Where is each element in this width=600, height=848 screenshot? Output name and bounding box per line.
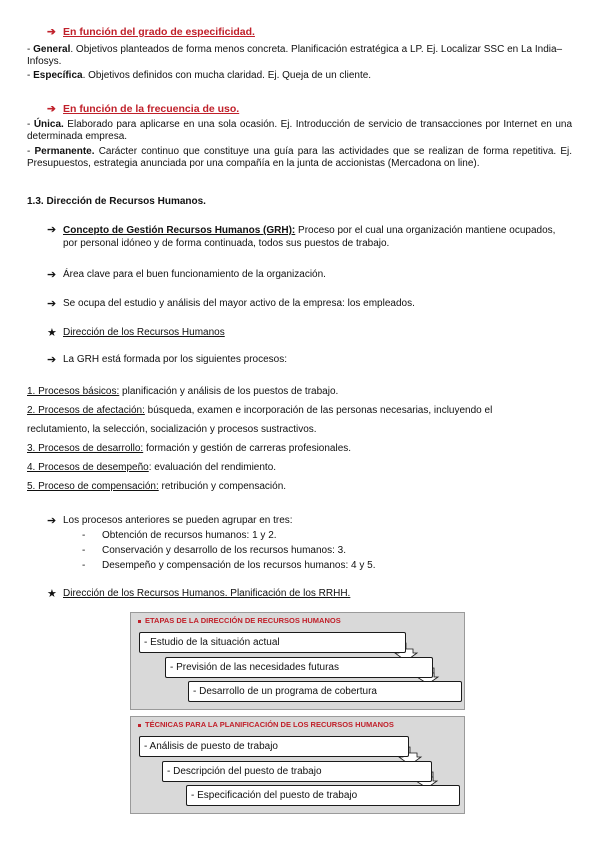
- item-label: Permanente.: [34, 146, 95, 157]
- process-text: retribución y compensación.: [158, 481, 287, 492]
- bullet-agrupacion: [47, 514, 572, 528]
- step-prevision: - Previsión de las necesidades futuras: [165, 657, 433, 678]
- dash: -: [27, 70, 34, 81]
- item-text: Carácter continuo que constituye una guía para las actividades que se realizan de forma repetitiva. Ej. Presupuestos, estrategia anunciada por una compañía en la junta de accionistas (Mercadona on line).: [27, 146, 573, 169]
- process-text: formación y gestión de carreras profesionales.: [143, 443, 352, 454]
- item-label: General: [33, 44, 71, 55]
- diagram-etapas: [130, 612, 465, 710]
- dash: -: [82, 560, 86, 571]
- process-text: reclutamiento, la selección, socialización y procesos sustractivos.: [27, 424, 317, 435]
- dash: -: [82, 545, 86, 556]
- arrow-icon: ➔: [47, 354, 57, 366]
- dash: -: [27, 146, 35, 157]
- bullet-text: Área clave para el buen funcionamiento de la organización.: [63, 269, 326, 280]
- bullet-text: Proceso por el cual una organización mantiene ocupados, por personal idóneo y de forma continuada, todos sus puestos de trabajo.: [63, 225, 556, 249]
- section-title: En función del grado de especificidad.: [63, 26, 255, 38]
- group-text: Obtención de recursos humanos: 1 y 2.: [102, 530, 277, 541]
- arrow-icon: ➔: [47, 26, 56, 38]
- bullet-grh-procesos: [47, 353, 572, 367]
- bullet-label: Concepto de Gestión Recursos Humanos (GRH):: [63, 225, 296, 236]
- step-desarrollo: - Desarrollo de un programa de cobertura: [188, 681, 462, 702]
- group-text: Desempeño y compensación de los recursos humanos: 4 y 5.: [102, 560, 376, 571]
- bullet-estudio-empleados: [47, 297, 572, 311]
- item-general: [27, 44, 572, 67]
- bullet-area-clave: [47, 268, 572, 282]
- arrow-icon: ➔: [47, 298, 57, 310]
- section-heading-1-3: 1.3. Dirección de Recursos Humanos.: [27, 196, 206, 207]
- dash: -: [27, 44, 34, 55]
- arrow-icon: ➔: [47, 515, 57, 527]
- dash: -: [27, 119, 34, 130]
- process-item: [27, 386, 572, 397]
- item-text: . Objetivos definidos con mucha claridad. Ej. Queja de un cliente.: [82, 70, 372, 81]
- process-label: 5. Proceso de compensación:: [27, 481, 159, 492]
- process-label: 2. Procesos de afectación:: [27, 405, 145, 416]
- item-permanente: [27, 146, 572, 169]
- step-descripcion: - Descripción del puesto de trabajo: [162, 761, 432, 782]
- process-item: [27, 424, 572, 435]
- step-especificacion: - Especificación del puesto de trabajo: [186, 785, 460, 806]
- group-item: [82, 530, 277, 541]
- arrow-icon: ➔: [47, 103, 56, 115]
- item-label: Única.: [33, 119, 64, 130]
- bullet-text: Dirección de los Recursos Humanos. Planificación de los RRHH.: [63, 588, 351, 599]
- item-especifica: [27, 70, 572, 82]
- process-label: 3. Procesos de desarrollo:: [27, 443, 144, 454]
- star-icon: ★: [47, 588, 57, 600]
- process-item: [27, 462, 572, 473]
- section-heading-especificidad: [47, 26, 255, 38]
- diagram-title-text: TÉCNICAS PARA LA PLANIFICACIÓN DE LOS RECURSOS HUMANOS: [145, 720, 394, 729]
- bullet-planificacion-rrhh: [47, 587, 572, 601]
- item-text: Elaborado para aplicarse en una sola ocasión. Ej. Introducción de servicio de transacciones por Internet en una determinada empresa.: [27, 119, 573, 142]
- group-item: [82, 545, 346, 556]
- process-label: 4. Procesos de desempeño: [27, 462, 149, 473]
- diagram-tecnicas: [130, 716, 465, 814]
- process-text: planificación y análisis de los puestos de trabajo.: [119, 386, 339, 397]
- diagram-title-text: ETAPAS DE LA DIRECCIÓN DE RECURSOS HUMANOS: [145, 616, 341, 625]
- item-unica: [27, 119, 572, 142]
- arrow-icon: ➔: [47, 224, 57, 236]
- bullet-text: Los procesos anteriores se pueden agrupar en tres:: [63, 515, 293, 526]
- bullet-text: Dirección de los Recursos Humanos: [63, 327, 225, 338]
- section-title: En función de la frecuencia de uso.: [63, 103, 240, 115]
- item-text: . Objetivos planteados de forma menos concreta. Planificación estratégica a LP. Ej. Localizar SSC en La India– Infosys.: [27, 44, 563, 67]
- process-item: [27, 481, 572, 492]
- group-text: Conservación y desarrollo de los recursos humanos: 3.: [102, 545, 347, 556]
- group-item: [82, 560, 375, 571]
- bullet-text: Se ocupa del estudio y análisis del mayor activo de la empresa: los empleados.: [63, 298, 415, 309]
- process-label: 1. Procesos básicos:: [27, 386, 120, 397]
- item-label: Específica: [33, 70, 83, 81]
- process-text: : evaluación del rendimiento.: [148, 462, 277, 473]
- process-text: búsqueda, examen e incorporación de las personas necesarias, incluyendo el: [144, 405, 493, 416]
- step-analisis: - Análisis de puesto de trabajo: [139, 736, 409, 757]
- bullet-direccion-rrhh: [47, 326, 572, 340]
- process-item: [27, 443, 572, 454]
- process-item: [27, 405, 572, 416]
- arrow-icon: ➔: [47, 269, 57, 281]
- step-estudio: - Estudio de la situación actual: [139, 632, 406, 653]
- bullet-concepto-grh: [47, 224, 572, 250]
- dash: -: [82, 530, 86, 541]
- section-heading-frecuencia: [47, 103, 239, 115]
- star-icon: ★: [47, 327, 57, 339]
- bullet-text: La GRH está formada por los siguientes procesos:: [63, 354, 287, 365]
